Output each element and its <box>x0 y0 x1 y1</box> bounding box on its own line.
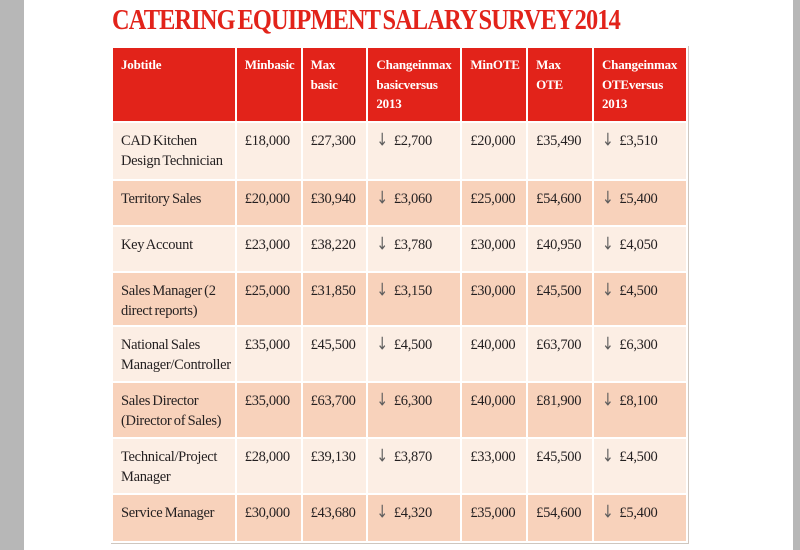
col-header-min-basic <box>237 48 301 121</box>
article-content <box>111 4 689 549</box>
change-max-basic-value: £3,870 <box>393 449 432 466</box>
job-title-text: National Sales Manager/Controller <box>121 337 231 373</box>
max-basic-value: £39,130 <box>310 449 356 466</box>
min-ote-value: £20,000 <box>470 133 516 149</box>
min-basic-value: £35,000 <box>244 337 290 354</box>
job-title-text: Technical/Project Manager <box>121 449 218 485</box>
table-row <box>113 495 686 541</box>
page-title: CATERING EQUIPMENT SALARY SURVEY 2014 <box>112 4 621 36</box>
min-basic-value: £35,000 <box>244 393 290 410</box>
job-title-text: Sales Manager (2 direct reports) <box>121 283 216 319</box>
change-max-basic-value: £3,780 <box>393 237 432 253</box>
max-basic-value: £45,500 <box>310 337 356 354</box>
col-header-label: Min basic <box>244 57 295 72</box>
table-row <box>113 327 686 381</box>
change-max-ote-cell <box>594 495 686 541</box>
max-ote-value: £45,500 <box>536 449 582 466</box>
table-row <box>113 227 686 271</box>
max-ote-value: £63,700 <box>536 337 582 354</box>
min-basic-value: £28,000 <box>244 449 290 466</box>
down-arrow-icon: ↓ <box>376 390 388 411</box>
min-ote-value: £40,000 <box>470 337 516 354</box>
min-basic-cell <box>237 181 301 225</box>
down-arrow-icon: ↓ <box>376 234 388 255</box>
change-max-basic-value: £3,150 <box>393 283 432 299</box>
change-max-ote-cell <box>594 383 686 437</box>
max-basic-cell <box>303 383 367 437</box>
table-header-row <box>113 48 686 121</box>
min-ote-value: £35,000 <box>470 505 516 522</box>
col-header-label: Max basic <box>310 57 338 92</box>
max-ote-cell <box>528 123 592 179</box>
change-max-basic-cell <box>368 273 460 325</box>
page-edge-left <box>0 0 24 550</box>
table-row <box>113 273 686 325</box>
col-header-change-max-ote <box>594 48 686 121</box>
change-max-basic-value: £6,300 <box>393 393 432 410</box>
down-arrow-icon: ↓ <box>376 502 388 523</box>
max-ote-cell <box>528 273 592 325</box>
col-header-max-basic <box>303 48 367 121</box>
job-title-cell <box>113 495 235 541</box>
job-title-cell <box>113 181 235 225</box>
max-ote-value: £81,900 <box>536 393 582 410</box>
max-ote-cell <box>528 227 592 271</box>
job-title-text: Territory Sales <box>121 191 202 207</box>
min-basic-value: £20,000 <box>244 191 290 207</box>
col-header-label: Change in max OTE versus 2013 <box>601 57 678 111</box>
min-basic-value: £25,000 <box>244 283 290 299</box>
max-ote-value: £40,950 <box>536 237 582 253</box>
max-ote-cell <box>528 439 592 493</box>
max-basic-value: £30,940 <box>310 191 356 207</box>
min-basic-cell <box>237 383 301 437</box>
max-basic-cell <box>303 439 367 493</box>
min-basic-cell <box>237 123 301 179</box>
salary-table-wrapper <box>111 46 689 544</box>
change-max-basic-cell <box>368 383 460 437</box>
change-max-basic-cell <box>368 123 460 179</box>
min-ote-value: £40,000 <box>470 393 516 410</box>
table-row <box>113 123 686 179</box>
change-max-basic-cell <box>368 227 460 271</box>
col-header-label: Job title <box>121 57 162 72</box>
col-header-label: Change in max basic versus 2013 <box>376 57 452 111</box>
max-ote-cell <box>528 181 592 225</box>
min-basic-value: £30,000 <box>244 505 290 522</box>
max-basic-value: £27,300 <box>310 133 356 149</box>
min-ote-cell <box>462 273 526 325</box>
table-row <box>113 383 686 437</box>
down-arrow-icon: ↓ <box>376 280 388 301</box>
min-ote-value: £30,000 <box>470 283 516 299</box>
min-basic-cell <box>237 327 301 381</box>
min-ote-cell <box>462 383 526 437</box>
max-basic-cell <box>303 181 367 225</box>
max-basic-cell <box>303 227 367 271</box>
change-max-ote-value: £3,510 <box>619 133 658 149</box>
down-arrow-icon: ↓ <box>601 502 614 523</box>
down-arrow-icon: ↓ <box>601 334 614 355</box>
min-ote-cell <box>462 227 526 271</box>
down-arrow-icon: ↓ <box>601 130 614 151</box>
change-max-ote-cell <box>594 327 686 381</box>
max-ote-cell <box>528 383 592 437</box>
min-ote-value: £30,000 <box>470 237 516 253</box>
change-max-basic-value: £4,320 <box>393 505 432 522</box>
change-max-ote-value: £5,400 <box>619 191 658 207</box>
change-max-basic-cell <box>368 495 460 541</box>
change-max-ote-value: £6,300 <box>619 337 658 354</box>
min-basic-cell <box>237 439 301 493</box>
change-max-ote-cell <box>594 123 686 179</box>
page-edge-right <box>793 0 800 550</box>
min-ote-cell <box>462 439 526 493</box>
min-basic-cell <box>237 495 301 541</box>
min-ote-value: £33,000 <box>470 449 516 466</box>
job-title-cell <box>113 439 235 493</box>
col-header-max-ote <box>528 48 592 121</box>
job-title-cell <box>113 227 235 271</box>
change-max-basic-value: £4,500 <box>393 337 432 354</box>
max-ote-cell <box>528 327 592 381</box>
max-ote-value: £35,490 <box>536 133 582 149</box>
down-arrow-icon: ↓ <box>601 280 614 301</box>
down-arrow-icon: ↓ <box>376 188 388 209</box>
salary-table <box>111 46 688 543</box>
job-title-text: Sales Director (Director of Sales) <box>121 393 222 429</box>
change-max-ote-value: £8,100 <box>619 393 658 410</box>
min-basic-cell <box>237 273 301 325</box>
max-ote-cell <box>528 495 592 541</box>
change-max-ote-cell <box>594 273 686 325</box>
job-title-cell <box>113 273 235 325</box>
max-basic-value: £38,220 <box>310 237 356 253</box>
col-header-job-title <box>113 48 235 121</box>
table-row <box>113 181 686 225</box>
job-title-text: Service Manager <box>121 505 215 522</box>
max-ote-value: £54,600 <box>536 191 582 207</box>
col-header-label: Max OTE <box>536 57 564 92</box>
min-basic-value: £18,000 <box>244 133 290 149</box>
job-title-cell <box>113 383 235 437</box>
down-arrow-icon: ↓ <box>376 130 388 151</box>
col-header-label: Min OTE <box>470 57 520 72</box>
max-basic-cell <box>303 495 367 541</box>
down-arrow-icon: ↓ <box>601 234 614 255</box>
table-row <box>113 439 686 493</box>
change-max-ote-cell <box>594 227 686 271</box>
change-max-ote-value: £4,500 <box>619 283 658 299</box>
max-ote-value: £45,500 <box>536 283 582 299</box>
change-max-ote-value: £5,400 <box>619 505 658 522</box>
job-title-cell <box>113 327 235 381</box>
min-ote-cell <box>462 181 526 225</box>
max-basic-value: £31,850 <box>310 283 356 299</box>
min-ote-cell <box>462 495 526 541</box>
max-ote-value: £54,600 <box>536 505 582 522</box>
max-basic-value: £43,680 <box>310 505 356 522</box>
max-basic-value: £63,700 <box>310 393 356 410</box>
job-title-text: Key Account <box>121 237 193 253</box>
change-max-ote-cell <box>594 181 686 225</box>
change-max-basic-cell <box>368 439 460 493</box>
min-basic-cell <box>237 227 301 271</box>
min-ote-value: £25,000 <box>470 191 516 207</box>
change-max-ote-value: £4,500 <box>619 449 658 466</box>
down-arrow-icon: ↓ <box>376 334 388 355</box>
job-title-cell <box>113 123 235 179</box>
max-basic-cell <box>303 273 367 325</box>
col-header-min-ote <box>462 48 526 121</box>
max-basic-cell <box>303 123 367 179</box>
down-arrow-icon: ↓ <box>601 446 614 467</box>
job-title-text: CAD Kitchen Design Technician <box>121 133 223 169</box>
change-max-basic-cell <box>368 327 460 381</box>
change-max-ote-value: £4,050 <box>619 237 658 253</box>
col-header-change-max-basic <box>368 48 460 121</box>
down-arrow-icon: ↓ <box>376 446 388 467</box>
max-basic-cell <box>303 327 367 381</box>
min-basic-value: £23,000 <box>244 237 290 253</box>
min-ote-cell <box>462 123 526 179</box>
down-arrow-icon: ↓ <box>601 390 614 411</box>
change-max-basic-cell <box>368 181 460 225</box>
change-max-basic-value: £2,700 <box>393 133 432 149</box>
down-arrow-icon: ↓ <box>601 188 614 209</box>
change-max-ote-cell <box>594 439 686 493</box>
change-max-basic-value: £3,060 <box>393 191 432 207</box>
min-ote-cell <box>462 327 526 381</box>
